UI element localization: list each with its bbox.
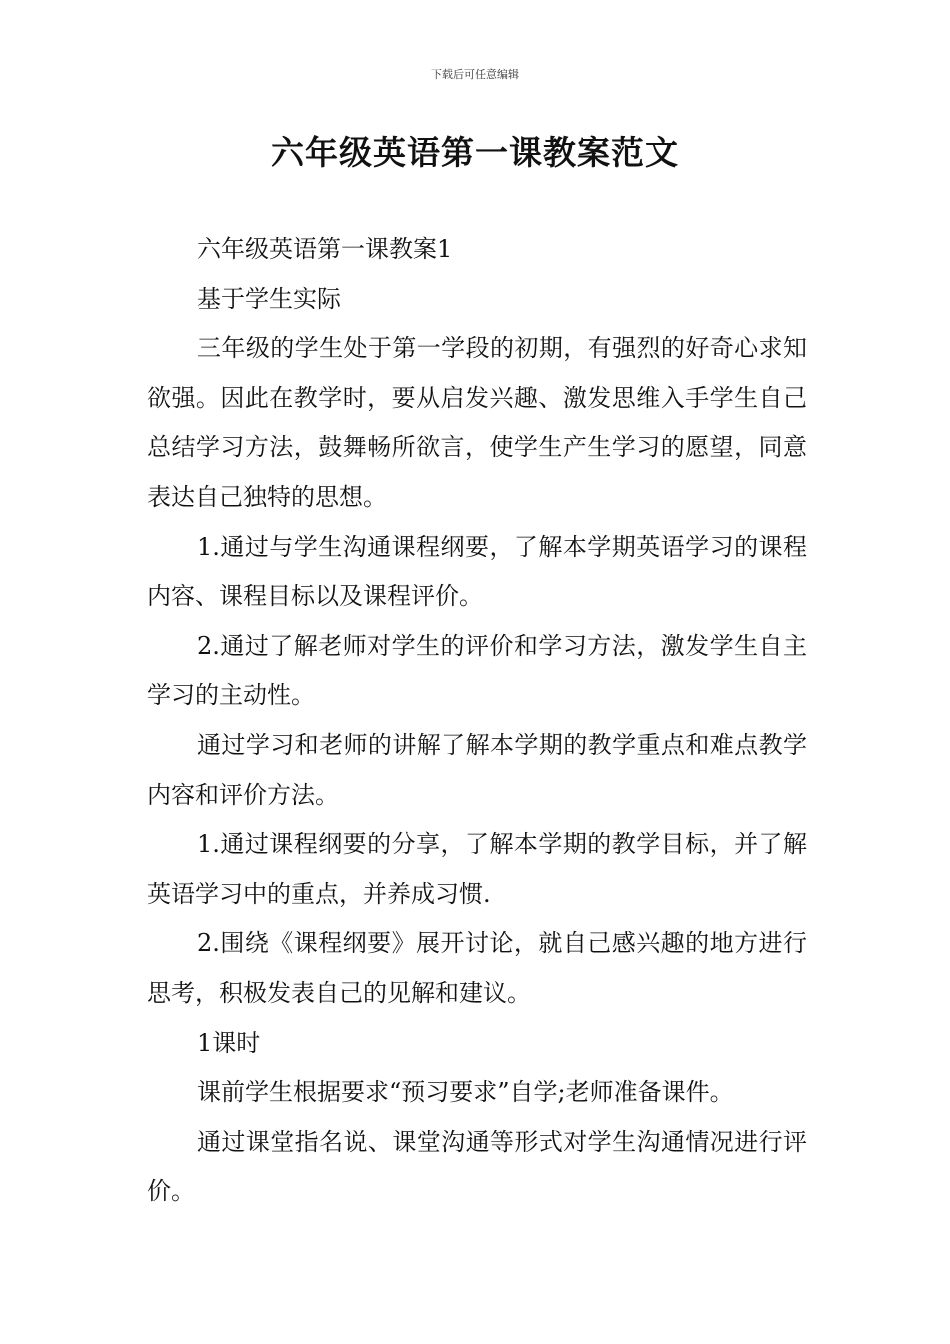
- paragraph-goal-2: 2.通过了解老师对学生的评价和学习方法，激发学生自主学习的主动性。: [147, 631, 807, 710]
- paragraph-step-1: 1.通过课程纲要的分享，了解本学期的教学目标，并了解英语学习中的重点，并养成习惯.: [147, 830, 807, 908]
- paragraph-lesson-heading: 六年级英语第一课教案1: [197, 235, 453, 263]
- paragraph-evaluation: 通过课堂指名说、课堂沟通等形式对学生沟通情况进行评价。: [147, 1127, 807, 1206]
- paragraph-goal-1: 1.通过与学生沟通课程纲要，了解本学期英语学习的课程内容、课程目标以及课程评价。: [147, 532, 807, 611]
- paragraph-step-2: 2.围绕《课程纲要》展开讨论，就自己感兴趣的地方进行思考，积极发表自己的见解和建议。: [147, 929, 807, 1007]
- paragraph-student-analysis: 三年级的学生处于第一学段的初期，有强烈的好奇心求知欲强。因此在教学时，要从启发兴趣、激发思维入手学生自己总结学习方法，鼓舞畅所欲言，使学生产生学习的愿望，同意表达自己独特的思想。: [147, 334, 807, 511]
- document-body: [147, 225, 807, 1217]
- paragraph-preparation: 课前学生根据要求“预习要求”自学;老师准备课件。: [197, 1078, 734, 1107]
- header-note: 下载后可任意编辑: [431, 68, 519, 81]
- document-title: 六年级英语第一课教案范文: [271, 133, 679, 172]
- paragraph-section-heading: 基于学生实际: [197, 284, 341, 313]
- paragraph-key-points: 通过学习和老师的讲解了解本学期的教学重点和难点教学内容和评价方法。: [147, 730, 807, 809]
- paragraph-class-hours: 1课时: [197, 1028, 261, 1057]
